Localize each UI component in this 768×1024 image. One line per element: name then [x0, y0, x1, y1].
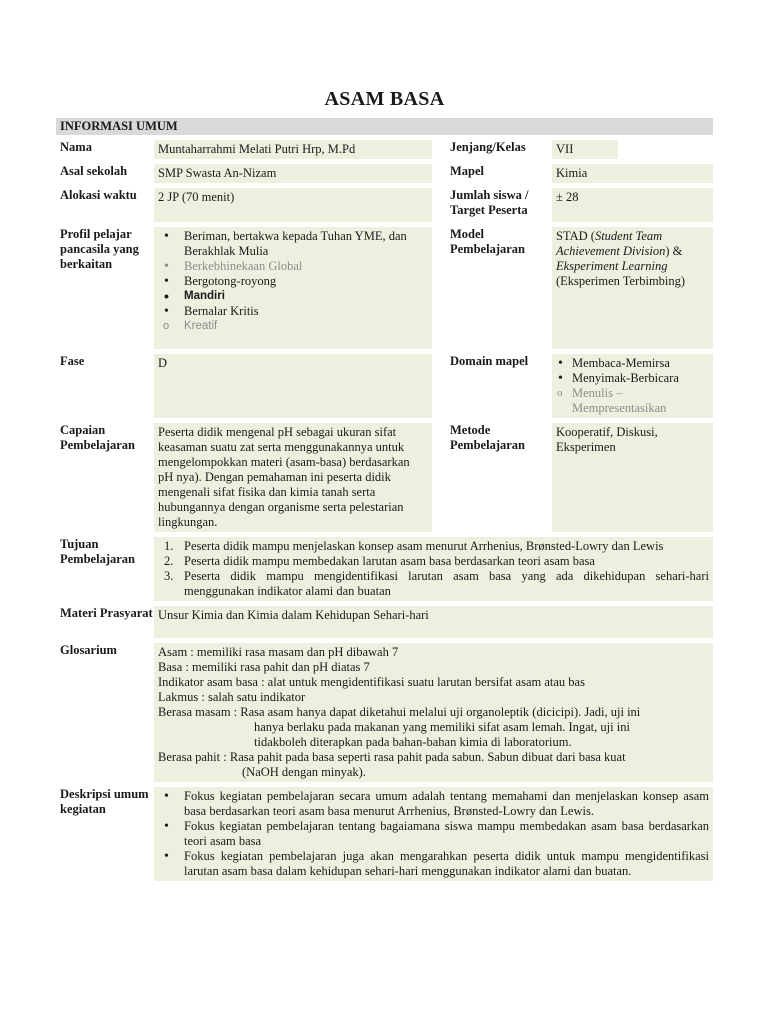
domain-item: o Menulis – Mempresentasikan [552, 386, 709, 416]
value-model [552, 227, 713, 349]
document-page [56, 88, 713, 881]
domain-item: • Membaca-Memirsa [552, 356, 709, 371]
deskripsi-item: • Fokus kegiatan pembelajaran tentang bagaiamana siswa mampu membedakan asam basa berdasarkan teori asam basa [158, 819, 709, 849]
label-nama: Nama [60, 140, 92, 154]
domain-list [552, 356, 709, 416]
value-glosarium [154, 643, 713, 782]
profil-item: • Bernalar Kritis [158, 304, 428, 319]
label-glosarium: Glosarium [60, 643, 117, 657]
glosarium-line: Berasa pahit : Rasa pahit pada basa seperti rasa pahit pada sabun. Sabun dibuat dari basa kuat [158, 750, 626, 764]
row-deskripsi [56, 787, 713, 881]
value-mapel: Kimia [552, 164, 713, 183]
label-fase: Fase [60, 354, 85, 368]
glosarium-line: hanya berlaku pada makanan yang memiliki sifat asam lemah. Ingat, uji ini [254, 720, 630, 734]
value-capaian: Peserta didik mengenal pH sebagai ukuran sifat keasaman suatu zat serta menggunakannya untuk mengelompokkan materi (asam-basa) berdasarkan pH nya). Dengan pemahaman ini peserta didik mengenali sifat fisika dan kimia tanah serta hubungannya dengan organisme serta pelestarian lingkungan. [154, 423, 432, 532]
tujuan-item [158, 569, 709, 599]
row-alokasi [56, 188, 713, 222]
glosarium-line: (NaOH dengan minyak). [242, 765, 366, 779]
model-text-italic: Eksperiment Learning [556, 259, 668, 273]
tujuan-number: 3. [164, 569, 174, 583]
model-text: STAD ( [556, 229, 595, 243]
section-header: INFORMASI UMUM [56, 118, 713, 135]
value-jenjang: VII [552, 140, 618, 159]
model-text: (Eksperimen Terbimbing) [556, 274, 686, 288]
label-jenjang: Jenjang/Kelas [450, 140, 526, 154]
row-fase [56, 354, 713, 418]
label-materi: Materi Prasyarat [60, 606, 153, 620]
domain-item: • Menyimak-Berbicara [552, 371, 709, 386]
tujuan-text: Peserta didik mampu membedakan larutan asam basa berdasarkan teori asam basa [184, 554, 595, 568]
glosarium-line: Indikator asam basa : alat untuk mengidentifikasi suatu larutan bersifat asam atau bas [158, 675, 585, 689]
tujuan-text: Peserta didik mampu mengidentifikasi larutan asam basa yang ada dikehidupan sehari-hari menggunakan indikator alami dan buatan [184, 569, 709, 598]
tujuan-item [158, 539, 709, 554]
deskripsi-item: • Fokus kegiatan pembelajaran secara umum adalah tentang memahami dan menjelaskan konsep asam basa berdasarkan teori asam basa menurut Arrhenius, Brønsted-Lowry dan Lewis. [158, 789, 709, 819]
tujuan-text: Peserta didik mampu menjelaskan konsep asam menurut Arrhenius, Brønsted-Lowry dan Lewis [184, 539, 664, 553]
value-fase: D [154, 354, 432, 418]
row-profil [56, 227, 713, 349]
row-nama [56, 140, 713, 159]
document-title: ASAM BASA [324, 88, 445, 110]
glosarium-line: Basa : memiliki rasa pahit dan pH diatas 7 [158, 660, 370, 674]
profil-item: • Mandiri [158, 289, 428, 304]
value-materi: Unsur Kimia dan Kimia dalam Kehidupan Sehari-hari [154, 606, 713, 638]
glosarium-line: Berasa masam : Rasa asam hanya dapat diketahui melalui uji organoleptik (dicicipi). Jadi, uji ini [158, 705, 641, 719]
row-tujuan [56, 537, 713, 601]
glosarium-line: tidakboleh diterapkan pada bahan-bahan kimia di laboratorium. [254, 735, 572, 749]
value-profil [154, 227, 432, 349]
label-domain: Domain mapel [450, 354, 529, 368]
label-metode: Metode Pembelajaran [450, 423, 525, 452]
label-tujuan: Tujuan Pembelajaran [60, 537, 135, 566]
tujuan-number: 2. [164, 554, 174, 568]
label-capaian: Capaian Pembelajaran [60, 423, 135, 452]
value-domain [552, 354, 713, 418]
tujuan-list [158, 539, 709, 599]
profil-item: • Berkebhinekaan Global [158, 259, 428, 274]
value-jumlah-siswa: ± 28 [552, 188, 713, 222]
deskripsi-list [158, 789, 709, 879]
row-materi [56, 606, 713, 638]
label-asal: Asal sekolah [60, 164, 128, 178]
row-glosarium [56, 643, 713, 782]
label-alokasi: Alokasi waktu [60, 188, 137, 202]
value-tujuan [154, 537, 713, 601]
model-text: ) & [665, 244, 683, 258]
label-model: Model Pembelajaran [450, 227, 525, 256]
info-table [56, 140, 713, 881]
tujuan-number: 1. [164, 539, 174, 553]
glosarium-line: Lakmus : salah satu indikator [158, 690, 306, 704]
value-metode: Kooperatif, Diskusi, Eksperimen [552, 423, 713, 532]
glosarium-line: Asam : memiliki rasa masam dan pH dibawah 7 [158, 645, 399, 659]
profil-item: • Bergotong-royong [158, 274, 428, 289]
model-text-italic: Student Team Achievement Division [556, 229, 666, 258]
row-capaian [56, 423, 713, 532]
value-nama: Muntaharrahmi Melati Putri Hrp, M.Pd [154, 140, 432, 159]
row-asal [56, 164, 713, 183]
value-alokasi: 2 JP (70 menit) [154, 188, 432, 222]
label-deskripsi: Deskripsi umum kegiatan [60, 787, 149, 816]
deskripsi-item: • Fokus kegiatan pembelajaran juga akan mengarahkan peserta didik untuk mampu mengidentifikasi larutan asam basa dalam kehidupan sehari-hari menggunakan indikator alami dan buatan. [158, 849, 709, 879]
label-profil: Profil pelajar pancasila yang berkaitan [60, 227, 139, 271]
label-jumlah-siswa: Jumlah siswa / Target Peserta [450, 188, 529, 217]
tujuan-item [158, 554, 709, 569]
profil-item: o Kreatif [158, 319, 428, 334]
profil-item: • Beriman, bertakwa kepada Tuhan YME, dan Berakhlak Mulia [158, 229, 428, 259]
profil-list [158, 229, 428, 334]
value-deskripsi [154, 787, 713, 881]
label-mapel: Mapel [450, 164, 485, 178]
value-asal: SMP Swasta An-Nizam [154, 164, 432, 183]
